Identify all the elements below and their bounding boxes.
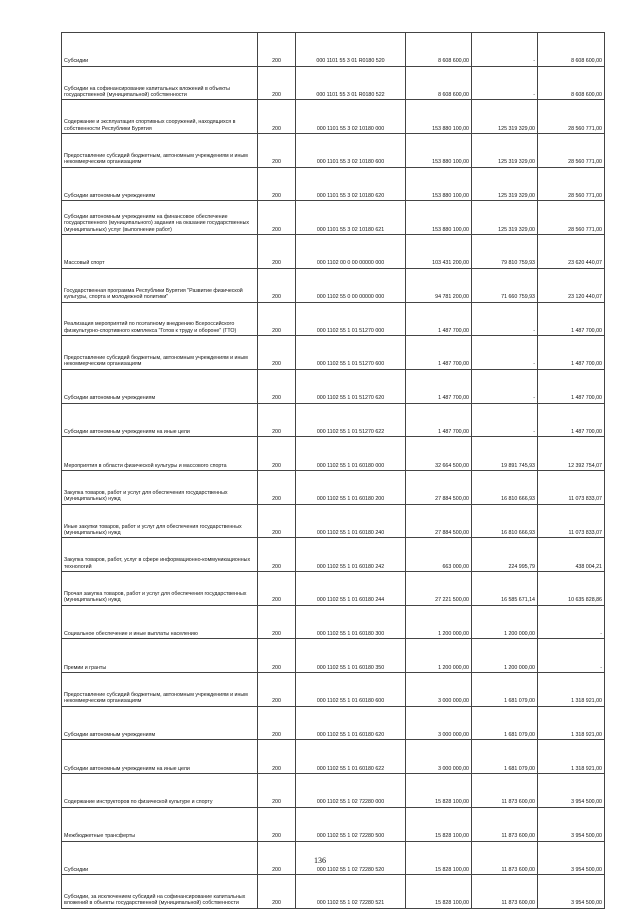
cell-name: Предоставление субсидий бюджетным, автономным учреждениям и иным некоммерческим организациям [62,134,258,168]
cell-admin-code: 200 [258,504,296,538]
cell-approved-amount: 15 828 100,00 [406,774,472,808]
table-row [62,807,605,841]
cell-approved-amount: 27 884 500,00 [406,470,472,504]
cell-name: Иные закупки товаров, работ и услуг для обеспечения государственных (муниципальных) нужд [62,504,258,538]
page-number: 136 [314,856,326,865]
cell-admin-code: 200 [258,437,296,471]
table-row [62,336,605,370]
cell-budget-code: 000 1102 55 1 01 60180 200 [296,470,406,504]
cell-name: Субсидии на софинансирование капитальных вложений в объекты государственной (муниципальной) собственности [62,66,258,100]
cell-name: Субсидии, за исключением субсидий на софинансирование капитальных вложений в объекты государственной (муниципальной) собственности [62,875,258,909]
cell-budget-code: 000 1102 55 1 01 51270 600 [296,336,406,370]
cell-admin-code: 200 [258,706,296,740]
cell-name: Премии и гранты [62,639,258,673]
table-body [62,33,605,909]
cell-remaining-amount: 11 073 833,07 [538,504,605,538]
cell-name: Межбюджетные трансферты [62,807,258,841]
cell-budget-code: 000 1102 55 1 01 60180 244 [296,572,406,606]
cell-approved-amount: 153 880 100,00 [406,201,472,235]
cell-admin-code: 200 [258,774,296,808]
cell-remaining-amount: 23 620 440,07 [538,235,605,269]
cell-remaining-amount: 438 004,21 [538,538,605,572]
cell-approved-amount: 1 200 000,00 [406,605,472,639]
cell-budget-code: 000 1102 55 1 01 51270 620 [296,369,406,403]
table-row [62,100,605,134]
cell-approved-amount: 3 000 000,00 [406,673,472,707]
cell-budget-code: 000 1102 55 1 02 72280 521 [296,875,406,909]
cell-executed-amount: 16 810 666,93 [472,470,538,504]
cell-admin-code: 200 [258,875,296,909]
table-row [62,572,605,606]
cell-admin-code: 200 [258,167,296,201]
cell-executed-amount: 16 810 666,93 [472,504,538,538]
cell-budget-code: 000 1101 55 3 02 10180 620 [296,167,406,201]
cell-name: Субсидии автономным учреждениям на финансовое обеспечение государственного (муниципального) задания на оказание государственных (муниципальных) услуг (выполнение работ) [62,201,258,235]
cell-approved-amount: 153 880 100,00 [406,134,472,168]
cell-executed-amount: 11 873 600,00 [472,875,538,909]
cell-admin-code: 200 [258,572,296,606]
cell-executed-amount: - [472,302,538,336]
cell-executed-amount: - [472,336,538,370]
cell-approved-amount: 15 828 100,00 [406,875,472,909]
cell-executed-amount: 71 660 759,93 [472,268,538,302]
cell-admin-code: 200 [258,470,296,504]
cell-budget-code: 000 1102 55 1 01 60180 600 [296,673,406,707]
cell-approved-amount: 27 884 500,00 [406,504,472,538]
cell-approved-amount: 1 487 700,00 [406,369,472,403]
cell-approved-amount: 27 221 500,00 [406,572,472,606]
cell-remaining-amount: 1 487 700,00 [538,336,605,370]
cell-name: Предоставление субсидий бюджетным, автономным учреждениям и иным некоммерческим организациям [62,336,258,370]
table-row [62,167,605,201]
cell-remaining-amount: 1 487 700,00 [538,369,605,403]
cell-admin-code: 200 [258,538,296,572]
table-row [62,875,605,909]
cell-executed-amount: 224 995,79 [472,538,538,572]
cell-name: Содержание и эксплуатация спортивных сооружений, находящихся в собственности Республики Бурятия [62,100,258,134]
table-row [62,437,605,471]
cell-name: Мероприятия в области физической культуры и массового спорта [62,437,258,471]
cell-admin-code: 200 [258,66,296,100]
cell-executed-amount: 125 319 329,00 [472,100,538,134]
cell-remaining-amount: 3 954 500,00 [538,774,605,808]
cell-executed-amount: 79 810 759,93 [472,235,538,269]
table-row [62,740,605,774]
cell-admin-code: 200 [258,268,296,302]
cell-approved-amount: 663 000,00 [406,538,472,572]
cell-approved-amount: 1 487 700,00 [406,302,472,336]
cell-approved-amount: 103 431 200,00 [406,235,472,269]
cell-remaining-amount: 1 487 700,00 [538,302,605,336]
cell-budget-code: 000 1102 55 1 01 51270 000 [296,302,406,336]
cell-budget-code: 000 1101 55 3 02 10180 000 [296,100,406,134]
cell-budget-code: 000 1101 55 3 02 10180 600 [296,134,406,168]
cell-approved-amount: 94 781 200,00 [406,268,472,302]
cell-admin-code: 200 [258,841,296,875]
cell-name: Субсидии автономным учреждениям [62,369,258,403]
cell-admin-code: 200 [258,134,296,168]
cell-budget-code: 000 1102 55 0 00 00000 000 [296,268,406,302]
cell-name: Субсидии [62,841,258,875]
cell-remaining-amount: 23 120 440,07 [538,268,605,302]
cell-remaining-amount: 1 318 921,00 [538,673,605,707]
cell-remaining-amount: 28 560 771,00 [538,100,605,134]
table-row [62,201,605,235]
cell-admin-code: 200 [258,369,296,403]
cell-admin-code: 200 [258,673,296,707]
cell-executed-amount: 19 891 745,93 [472,437,538,471]
cell-approved-amount: 1 487 700,00 [406,336,472,370]
cell-name: Социальное обеспечение и иные выплаты населению [62,605,258,639]
cell-budget-code: 000 1102 55 1 01 60180 300 [296,605,406,639]
cell-admin-code: 200 [258,336,296,370]
cell-admin-code: 200 [258,639,296,673]
table-row [62,302,605,336]
table-row [62,134,605,168]
cell-budget-code: 000 1101 55 3 02 10180 621 [296,201,406,235]
cell-approved-amount: 8 608 600,00 [406,33,472,67]
cell-executed-amount: - [472,66,538,100]
table-row [62,504,605,538]
table-row [62,268,605,302]
cell-remaining-amount: 3 954 500,00 [538,875,605,909]
cell-name: Массовый спорт [62,235,258,269]
cell-executed-amount: 16 585 671,14 [472,572,538,606]
table-row [62,538,605,572]
cell-executed-amount: 11 873 600,00 [472,807,538,841]
table-row [62,369,605,403]
cell-admin-code: 200 [258,605,296,639]
cell-approved-amount: 3 000 000,00 [406,740,472,774]
cell-executed-amount: 1 200 000,00 [472,639,538,673]
cell-approved-amount: 3 000 000,00 [406,706,472,740]
cell-budget-code: 000 1102 55 1 01 60180 000 [296,437,406,471]
cell-name: Государственная программа Республики Бурятия "Развитие физической культуры, спорта и молодежной политики" [62,268,258,302]
cell-name: Содержание инструкторов по физической культуре и спорту [62,774,258,808]
cell-executed-amount: 1 681 079,00 [472,740,538,774]
cell-executed-amount: - [472,403,538,437]
cell-approved-amount: 153 880 100,00 [406,167,472,201]
cell-budget-code: 000 1101 55 3 01 R0180 522 [296,66,406,100]
cell-admin-code: 200 [258,33,296,67]
cell-executed-amount: - [472,33,538,67]
budget-table [61,32,605,909]
cell-remaining-amount: 1 318 921,00 [538,706,605,740]
cell-remaining-amount: 28 560 771,00 [538,167,605,201]
table-row [62,66,605,100]
cell-remaining-amount: 11 073 833,07 [538,470,605,504]
cell-executed-amount: 125 319 329,00 [472,201,538,235]
cell-approved-amount: 153 880 100,00 [406,100,472,134]
cell-name: Субсидии автономным учреждениям [62,167,258,201]
cell-budget-code: 000 1102 55 1 01 60180 240 [296,504,406,538]
cell-executed-amount: 1 681 079,00 [472,673,538,707]
cell-executed-amount: 125 319 329,00 [472,167,538,201]
cell-admin-code: 200 [258,807,296,841]
cell-executed-amount: - [472,369,538,403]
cell-budget-code: 000 1102 00 0 00 00000 000 [296,235,406,269]
cell-budget-code: 000 1102 55 1 01 51270 622 [296,403,406,437]
table-row [62,605,605,639]
cell-budget-code: 000 1101 55 3 01 R0180 520 [296,33,406,67]
cell-approved-amount: 32 664 500,00 [406,437,472,471]
cell-remaining-amount: 1 487 700,00 [538,403,605,437]
cell-remaining-amount: 3 954 500,00 [538,841,605,875]
cell-executed-amount: 1 200 000,00 [472,605,538,639]
table-row [62,673,605,707]
cell-remaining-amount: 12 392 754,07 [538,437,605,471]
cell-executed-amount: 11 873 600,00 [472,774,538,808]
cell-remaining-amount: 1 318 921,00 [538,740,605,774]
cell-budget-code: 000 1102 55 1 02 72280 500 [296,807,406,841]
cell-name: Прочая закупка товаров, работ и услуг для обеспечения государственных (муниципальных) нужд [62,572,258,606]
cell-remaining-amount: 3 954 500,00 [538,807,605,841]
cell-remaining-amount: 28 560 771,00 [538,134,605,168]
cell-admin-code: 200 [258,235,296,269]
cell-remaining-amount: 8 608 600,00 [538,66,605,100]
cell-remaining-amount: - [538,605,605,639]
cell-executed-amount: 11 873 600,00 [472,841,538,875]
cell-admin-code: 200 [258,403,296,437]
cell-name: Предоставление субсидий бюджетным, автономным учреждениям и иным некоммерческим организациям [62,673,258,707]
cell-budget-code: 000 1102 55 1 01 60180 242 [296,538,406,572]
cell-remaining-amount: 10 635 828,86 [538,572,605,606]
cell-budget-code: 000 1102 55 1 02 72280 520 [296,841,406,875]
table-row [62,470,605,504]
cell-name: Субсидии автономным учреждениям на иные цели [62,403,258,437]
cell-budget-code: 000 1102 55 1 01 60180 620 [296,706,406,740]
table-row [62,403,605,437]
cell-approved-amount: 1 487 700,00 [406,403,472,437]
table-row [62,33,605,67]
cell-remaining-amount: 28 560 771,00 [538,201,605,235]
cell-approved-amount: 15 828 100,00 [406,841,472,875]
table-row [62,706,605,740]
cell-budget-code: 000 1102 55 1 02 72280 000 [296,774,406,808]
cell-admin-code: 200 [258,302,296,336]
table-row [62,639,605,673]
table-row [62,774,605,808]
cell-approved-amount: 15 828 100,00 [406,807,472,841]
cell-admin-code: 200 [258,201,296,235]
cell-executed-amount: 1 681 079,00 [472,706,538,740]
cell-name: Субсидии автономным учреждениям на иные цели [62,740,258,774]
cell-name: Субсидии автономным учреждениям [62,706,258,740]
cell-admin-code: 200 [258,740,296,774]
cell-approved-amount: 1 200 000,00 [406,639,472,673]
cell-name: Субсидии [62,33,258,67]
table-row [62,235,605,269]
cell-remaining-amount: 8 608 600,00 [538,33,605,67]
cell-approved-amount: 8 608 600,00 [406,66,472,100]
cell-name: Закупка товаров, работ и услуг для обеспечения государственных (муниципальных) нужд [62,470,258,504]
cell-admin-code: 200 [258,100,296,134]
cell-remaining-amount: - [538,639,605,673]
cell-budget-code: 000 1102 55 1 01 60180 350 [296,639,406,673]
cell-name: Закупка товаров, работ, услуг в сфере информационно-коммуникационных технологий [62,538,258,572]
cell-executed-amount: 125 319 329,00 [472,134,538,168]
cell-name: Реализация мероприятий по поэтапному внедрению Всероссийского физкультурно-спортивного комплекса "Готов к труду и обороне" (ГТО) [62,302,258,336]
cell-budget-code: 000 1102 55 1 01 60180 622 [296,740,406,774]
